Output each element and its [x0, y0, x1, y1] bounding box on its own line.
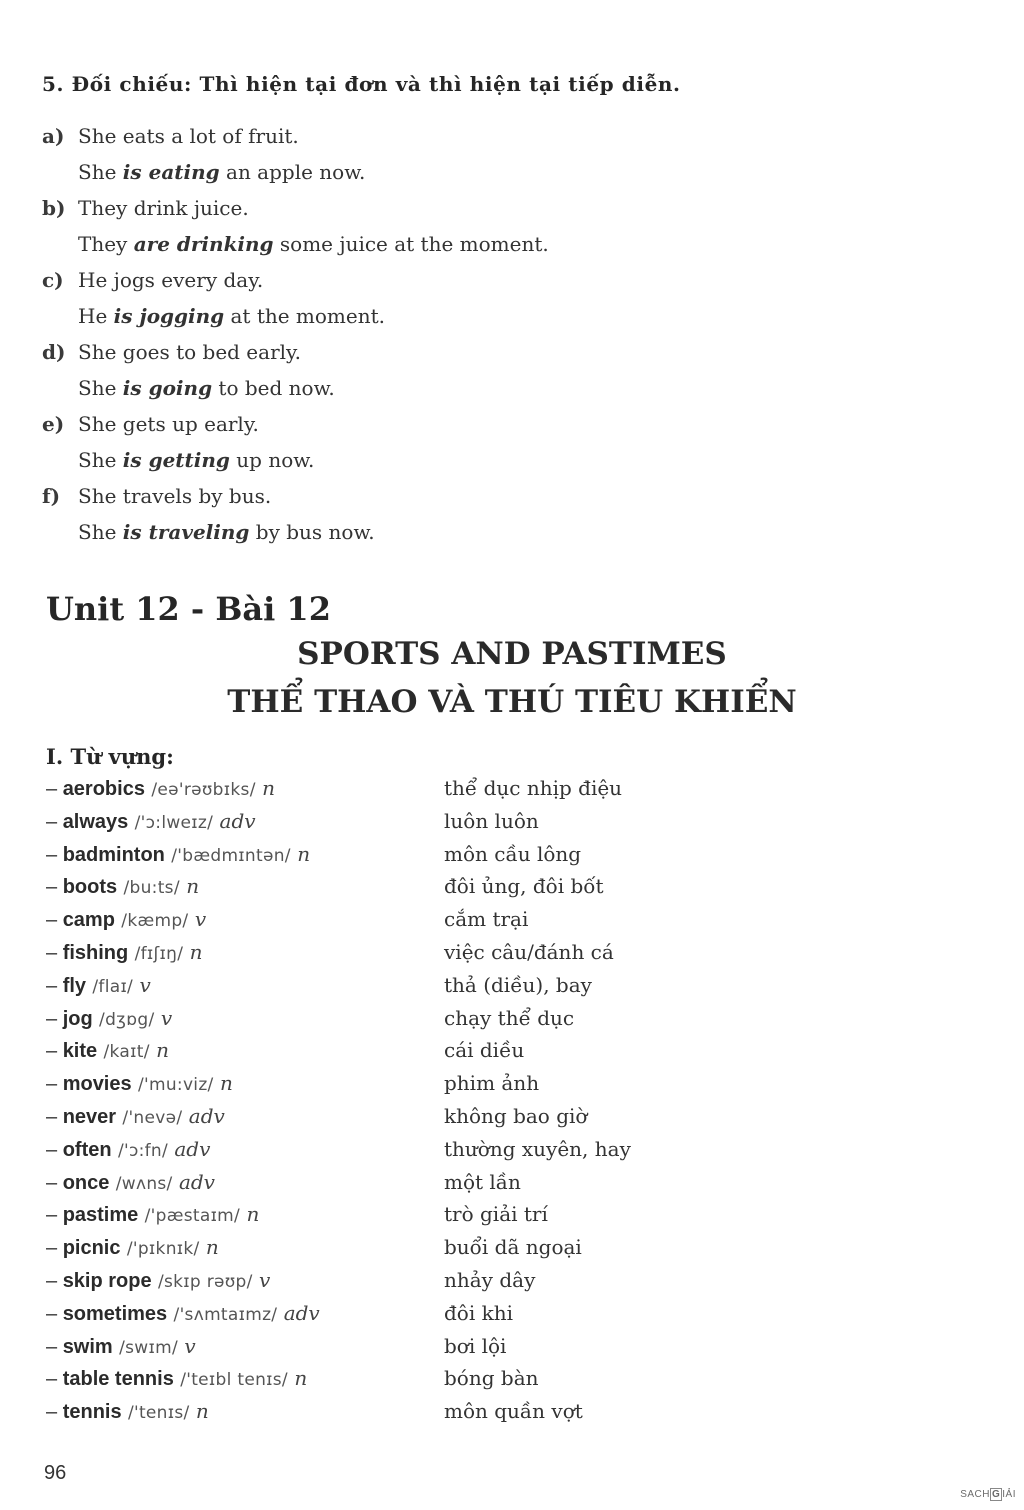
vocab-meaning: thả (diều), bay — [444, 973, 592, 997]
vocab-meaning: môn cầu lông — [444, 842, 582, 866]
example-line-present-continuous — [78, 304, 385, 328]
vocab-pos: n — [297, 842, 311, 866]
dash-bullet: – — [46, 1303, 63, 1325]
vocab-meaning: thể dục nhịp điệu — [444, 776, 623, 800]
vocab-word: skip rope — [62, 1270, 152, 1292]
vocab-word: jog — [62, 1008, 93, 1030]
sentence-verb: is jogging — [113, 304, 225, 328]
sentence-rest: at the moment. — [224, 304, 386, 328]
vocab-ipa: /'tenɪs/ — [127, 1403, 190, 1423]
vocab-word: badminton — [62, 844, 165, 866]
dash-bullet: – — [46, 1336, 63, 1358]
sentence-verb: is getting — [122, 448, 230, 472]
example-sentence: She gets up early. — [78, 412, 259, 436]
example-sentence: She travels by bus. — [78, 484, 272, 508]
example-label: e) — [42, 412, 65, 436]
logo-box: G — [991, 1489, 1001, 1500]
vocab-pos: v — [160, 1006, 173, 1030]
dash-bullet: – — [46, 876, 63, 898]
example-label: a) — [42, 124, 65, 148]
vocab-row — [46, 907, 206, 939]
example-line-present-simple — [42, 340, 301, 364]
vocab-pos: adv — [174, 1137, 211, 1161]
vocab-word: aerobics — [62, 778, 145, 800]
vocab-row — [46, 1235, 219, 1267]
example-label: d) — [42, 340, 66, 364]
vocab-pos: adv — [188, 1104, 225, 1128]
vocab-row — [46, 809, 256, 841]
dash-bullet: – — [46, 909, 63, 931]
sentence-subject: She — [78, 376, 123, 400]
sentence-subject: He — [78, 304, 114, 328]
vocab-meaning: trò giải trí — [444, 1202, 548, 1226]
dash-bullet: – — [46, 1040, 63, 1062]
vocab-pos: n — [189, 940, 203, 964]
vocab-word: often — [62, 1139, 112, 1161]
dash-bullet: – — [46, 778, 63, 800]
vocab-word: pastime — [62, 1204, 139, 1226]
sentence-rest: an apple now. — [219, 160, 366, 184]
vocab-row — [46, 1366, 307, 1398]
vocab-word: tennis — [62, 1401, 122, 1423]
dash-bullet: – — [46, 811, 63, 833]
vocab-meaning: bơi lội — [444, 1334, 507, 1358]
example-label: c) — [42, 268, 64, 292]
vocab-word: sometimes — [62, 1303, 168, 1325]
vocab-pos: n — [205, 1235, 219, 1259]
sentence-rest: by bus now. — [249, 520, 375, 544]
vocab-ipa: /swɪm/ — [119, 1338, 178, 1358]
vocab-word: table tennis — [62, 1368, 174, 1390]
vocab-ipa: /dʒɒg/ — [99, 1010, 155, 1030]
dash-bullet: – — [46, 1270, 63, 1292]
vocab-pos: n — [262, 776, 275, 800]
vocab-word: fly — [62, 975, 87, 997]
vocab-meaning: một lần — [444, 1170, 521, 1194]
vocab-row — [46, 973, 151, 1005]
example-label: f) — [42, 484, 61, 508]
vocab-meaning: phim ảnh — [444, 1071, 540, 1095]
vocab-meaning: môn quần vợt — [444, 1399, 583, 1423]
vocab-row — [46, 1301, 320, 1333]
vocab-row — [46, 1202, 259, 1234]
vocab-pos: n — [246, 1202, 260, 1226]
vocab-word: never — [62, 1106, 117, 1128]
dash-bullet: – — [46, 844, 63, 866]
vocab-meaning: buổi dã ngoại — [444, 1235, 582, 1259]
dash-bullet: – — [46, 1172, 63, 1194]
example-line-present-simple — [42, 196, 249, 220]
vocab-word: picnic — [62, 1237, 121, 1259]
vocab-ipa: /'pæstaɪm/ — [144, 1206, 241, 1226]
vocab-ipa: /wʌns/ — [115, 1174, 173, 1194]
vocab-row — [46, 1104, 225, 1136]
dash-bullet: – — [46, 1237, 63, 1259]
vocab-row — [46, 1268, 270, 1300]
example-line-present-continuous — [78, 520, 375, 544]
dash-bullet: – — [46, 1106, 63, 1128]
sentence-subject: She — [78, 448, 123, 472]
example-line-present-continuous — [78, 160, 365, 184]
vocab-meaning: cắm trại — [444, 907, 529, 931]
vocab-word: movies — [62, 1073, 132, 1095]
dash-bullet: – — [46, 975, 63, 997]
sentence-subject: They — [78, 232, 134, 256]
vocab-word: always — [62, 811, 129, 833]
example-line-present-continuous — [78, 232, 549, 256]
example-line-present-simple — [42, 412, 259, 436]
dash-bullet: – — [46, 1368, 63, 1390]
vocab-row — [46, 1334, 196, 1366]
logo-text-post: IẢI — [1002, 1489, 1016, 1500]
vocab-ipa: /bu:ts/ — [123, 878, 180, 898]
vocab-row — [46, 1038, 169, 1070]
sentence-verb: is going — [122, 376, 213, 400]
example-sentence: She goes to bed early. — [78, 340, 302, 364]
sentence-rest: up now. — [229, 448, 315, 472]
watermark-logo — [960, 1488, 1016, 1501]
vocab-row — [46, 1006, 172, 1038]
vocab-pos: v — [184, 1334, 196, 1358]
vocab-meaning: cái diều — [444, 1038, 525, 1062]
vocab-pos: n — [186, 874, 200, 898]
vocab-row — [46, 842, 310, 874]
example-line-present-simple — [42, 268, 263, 292]
vocab-pos: adv — [178, 1170, 215, 1194]
vocab-row — [46, 874, 199, 906]
sentence-verb: is traveling — [122, 520, 250, 544]
vocab-meaning: nhảy dây — [444, 1268, 536, 1292]
unit-title-en: SPORTS AND PASTIMES — [297, 636, 727, 672]
vocab-row — [46, 1170, 215, 1202]
sentence-subject: She — [78, 520, 123, 544]
dash-bullet: – — [46, 1139, 63, 1161]
vocab-pos: n — [156, 1038, 169, 1062]
section-title: 5. Đối chiếu: Thì hiện tại đơn và thì hiện tại tiếp diễn. — [42, 72, 681, 96]
sentence-verb: is eating — [122, 160, 220, 184]
example-line-present-simple — [42, 124, 299, 148]
vocab-heading: I. Từ vựng: — [46, 744, 174, 769]
vocab-pos: adv — [283, 1301, 320, 1325]
vocab-meaning: thường xuyên, hay — [444, 1137, 631, 1161]
vocab-ipa: /'bædmɪntən/ — [171, 846, 291, 866]
example-sentence: She eats a lot of fruit. — [78, 124, 299, 148]
vocab-ipa: /'pɪknɪk/ — [126, 1239, 200, 1259]
vocab-ipa: /'sʌmtaɪmz/ — [173, 1305, 278, 1325]
example-label: b) — [42, 196, 66, 220]
vocab-ipa: /kaɪt/ — [103, 1042, 150, 1062]
vocab-pos: v — [194, 907, 207, 931]
sentence-rest: some juice at the moment. — [273, 232, 549, 256]
vocab-ipa: /eə'rəʊbɪks/ — [151, 780, 256, 800]
vocab-pos: n — [294, 1366, 308, 1390]
vocab-meaning: chạy thể dục — [444, 1006, 575, 1030]
example-line-present-continuous — [78, 448, 314, 472]
vocab-ipa: /fɪʃɪŋ/ — [134, 944, 184, 964]
dash-bullet: – — [46, 1401, 63, 1423]
vocab-word: camp — [62, 909, 115, 931]
vocab-row — [46, 1071, 233, 1103]
logo-text-pre: SACH — [960, 1489, 990, 1500]
example-line-present-simple — [42, 484, 271, 508]
vocab-pos: adv — [219, 809, 256, 833]
dash-bullet: – — [46, 1073, 63, 1095]
vocab-meaning: đôi khi — [444, 1301, 513, 1325]
dash-bullet: – — [46, 1204, 63, 1226]
vocab-ipa: /'nevə/ — [122, 1108, 183, 1128]
vocab-row — [46, 940, 203, 972]
vocab-word: fishing — [62, 942, 129, 964]
vocab-meaning: luôn luôn — [444, 809, 539, 833]
vocab-word: swim — [62, 1336, 113, 1358]
vocab-meaning: việc câu/đánh cá — [444, 940, 614, 964]
vocab-word: boots — [62, 876, 118, 898]
page-number: 96 — [44, 1462, 67, 1484]
vocab-ipa: /'ɔ:lweɪz/ — [134, 813, 214, 833]
vocab-ipa: /kæmp/ — [121, 911, 189, 931]
vocab-ipa: /'mu:viz/ — [137, 1075, 214, 1095]
example-line-present-continuous — [78, 376, 335, 400]
vocab-ipa: /'ɔ:fn/ — [117, 1141, 168, 1161]
dash-bullet: – — [46, 1008, 63, 1030]
sentence-verb: are drinking — [133, 232, 274, 256]
vocab-pos: n — [219, 1071, 233, 1095]
vocab-row — [46, 1137, 210, 1169]
vocab-meaning: bóng bàn — [444, 1366, 539, 1390]
sentence-rest: to bed now. — [212, 376, 335, 400]
vocab-ipa: /skɪp rəʊp/ — [157, 1272, 253, 1292]
vocab-word: kite — [62, 1040, 98, 1062]
vocab-row — [46, 776, 275, 808]
vocab-meaning: đôi ủng, đôi bốt — [444, 874, 604, 898]
vocab-pos: v — [139, 973, 151, 997]
vocab-ipa: /'teɪbl tenɪs/ — [180, 1370, 288, 1390]
vocab-pos: v — [259, 1268, 271, 1292]
vocab-row — [46, 1399, 209, 1431]
vocab-meaning: không bao giờ — [444, 1104, 588, 1128]
example-sentence: They drink juice. — [78, 196, 249, 220]
dash-bullet: – — [46, 942, 63, 964]
vocab-ipa: /flaɪ/ — [92, 977, 134, 997]
unit-heading: Unit 12 - Bài 12 — [46, 590, 331, 628]
example-sentence: He jogs every day. — [78, 268, 264, 292]
vocab-word: once — [62, 1172, 110, 1194]
unit-title-vi: THỂ THAO VÀ THÚ TIÊU KHIỂN — [227, 684, 797, 720]
sentence-subject: She — [78, 160, 123, 184]
vocab-pos: n — [195, 1399, 209, 1423]
